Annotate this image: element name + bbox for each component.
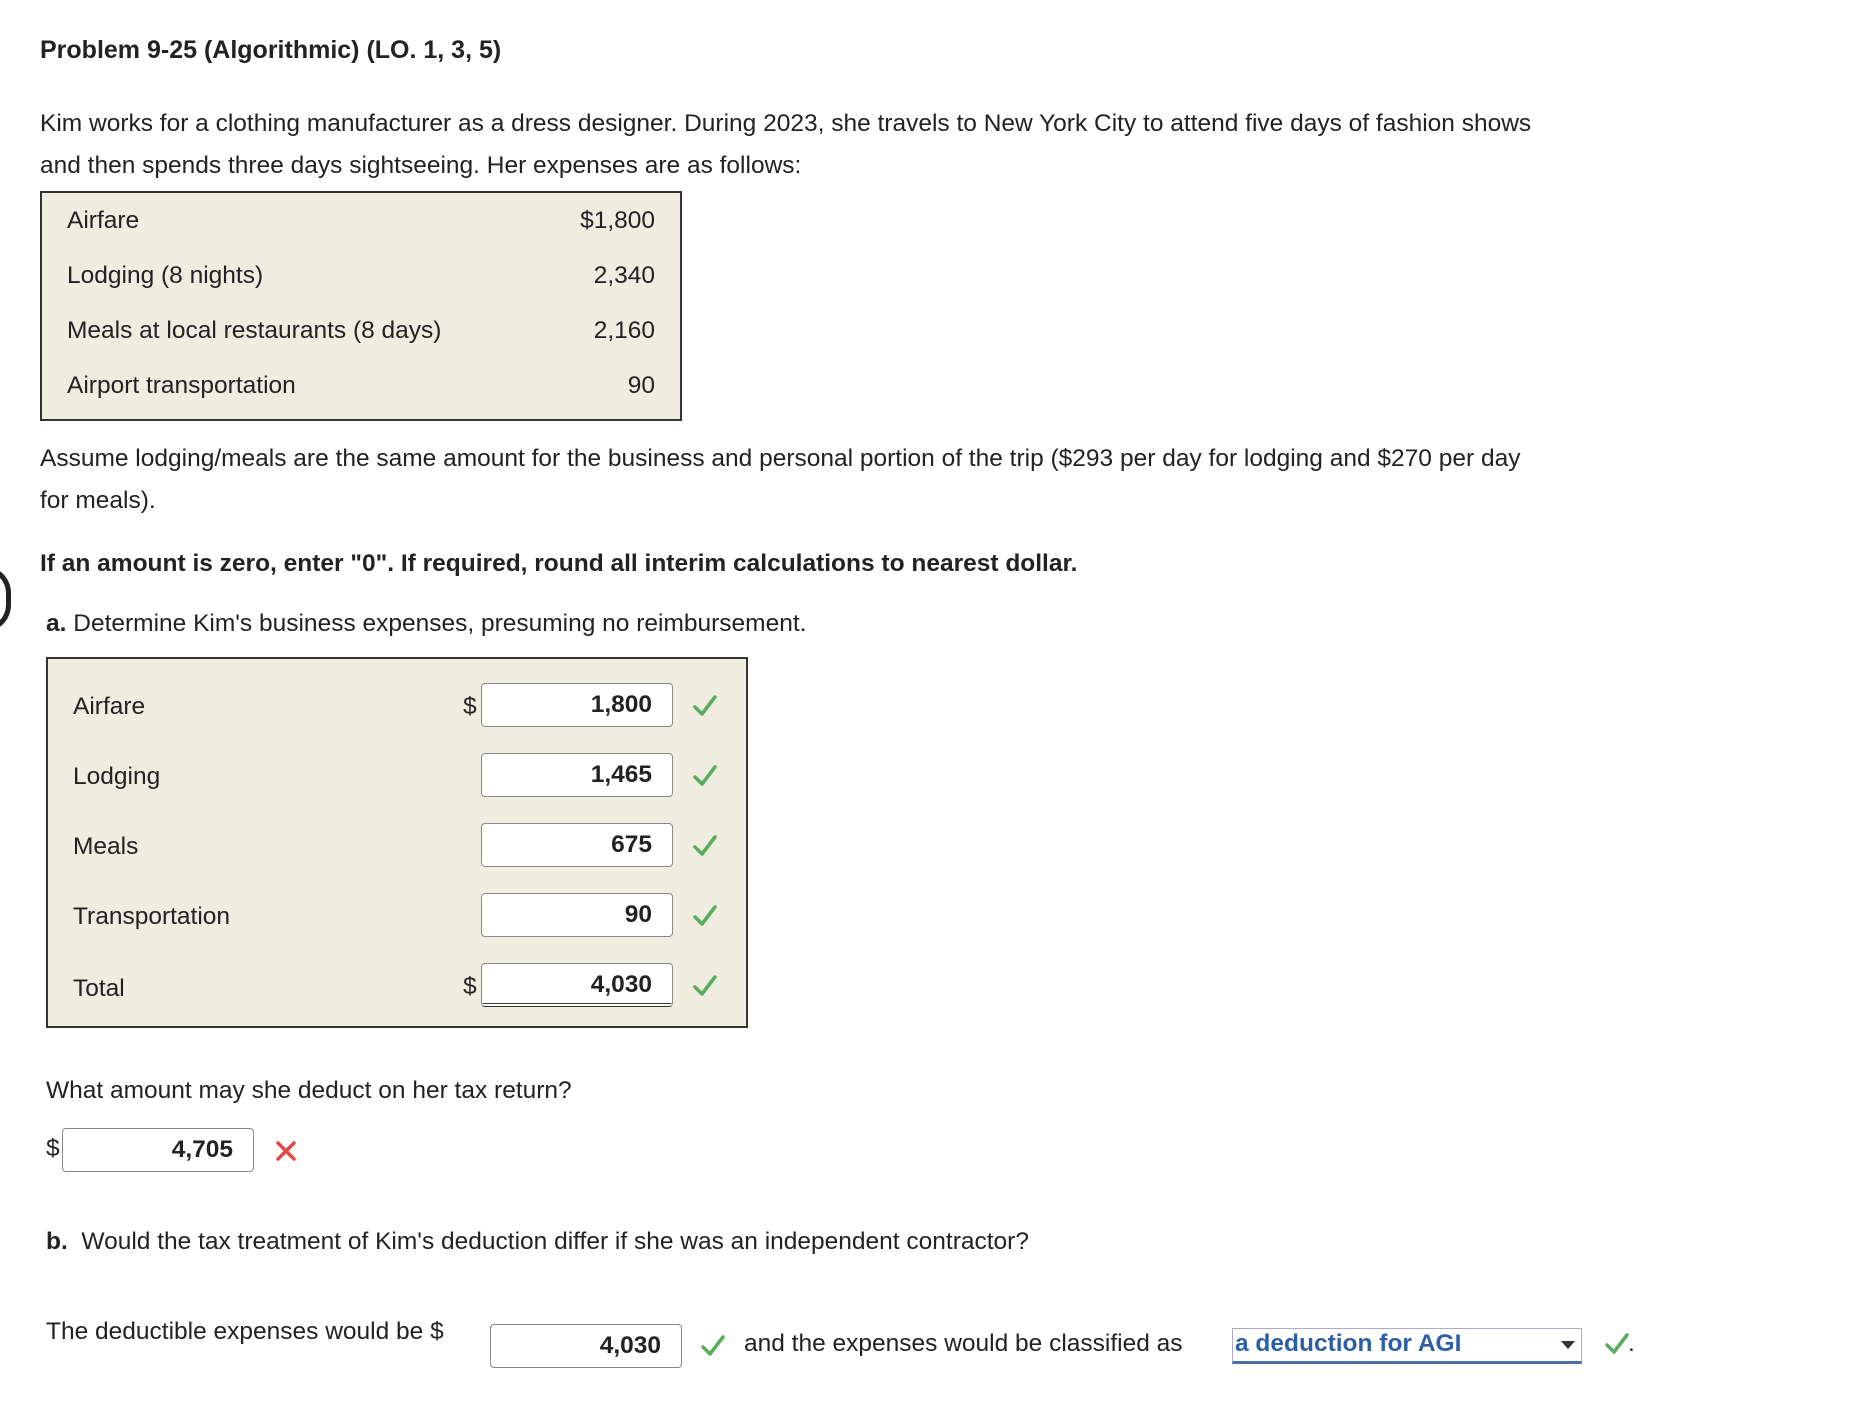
answer-row-meals — [48, 809, 746, 869]
expense-value: 2,340 — [593, 262, 655, 289]
expense-value: 90 — [627, 372, 655, 399]
answer-row-airfare — [48, 669, 746, 729]
answer-label: Meals — [73, 833, 139, 860]
incorrect-x-icon — [274, 1139, 298, 1163]
check-icon — [692, 973, 718, 999]
check-icon — [692, 903, 718, 929]
answer-label: Airfare — [73, 693, 146, 720]
part-a-answer-panel — [46, 657, 748, 1028]
instruction-text: If an amount is zero, enter "0". If required, round all interim calculations to nearest dollar. — [40, 550, 1078, 577]
problem-intro: Kim works for a clothing manufacturer as a dress designer. During 2023, she travels to New York City to attend five days of fashion shows and then spends three days sightseeing. Her expenses are as follows: — [40, 110, 1532, 179]
part-b-sentence-start: The deductible expenses would be $ — [46, 1318, 444, 1345]
airfare-input[interactable]: 1,800 — [481, 683, 673, 727]
expense-row — [42, 303, 680, 357]
expense-row — [42, 248, 680, 302]
answer-label: Transportation — [73, 903, 231, 930]
chevron-down-icon — [1561, 1341, 1575, 1349]
total-input[interactable]: 4,030 — [481, 963, 673, 1007]
deduct-amount-input[interactable]: 4,705 — [62, 1128, 254, 1172]
contractor-deductible-input[interactable]: 4,030 — [490, 1324, 682, 1368]
sentence-period: . — [1628, 1330, 1635, 1357]
check-icon — [692, 833, 718, 859]
answer-row-total — [48, 951, 746, 1011]
problem-title: Problem 9-25 (Algorithmic) (LO. 1, 3, 5) — [40, 36, 502, 64]
lodging-input[interactable]: 1,465 — [481, 753, 673, 797]
classification-select[interactable] — [1232, 1328, 1582, 1364]
dollar-sign: $ — [46, 1135, 60, 1162]
assumption-text: Assume lodging/meals are the same amount for the business and personal portion of the trip ($293 per day for lodging and $270 per day for meals). — [40, 445, 1521, 514]
part-b-sentence-mid: and the expenses would be classified as — [744, 1330, 1183, 1357]
expenses-table — [40, 191, 682, 421]
dollar-sign: $ — [463, 693, 477, 720]
check-icon — [692, 763, 718, 789]
meals-input[interactable]: 675 — [481, 823, 673, 867]
expense-label: Airport transportation — [67, 372, 296, 399]
classification-selected-value: a deduction for AGI — [1235, 1330, 1462, 1357]
expense-value: $1,800 — [580, 207, 655, 234]
part-b-question: b. Would the tax treatment of Kim's deduction differ if she was an independent contractor? — [46, 1228, 1029, 1255]
answer-label: Lodging — [73, 763, 161, 790]
deduct-question: What amount may she deduct on her tax return? — [46, 1077, 572, 1104]
check-icon — [700, 1333, 726, 1359]
transportation-input[interactable]: 90 — [481, 893, 673, 937]
expense-label: Meals at local restaurants (8 days) — [67, 317, 442, 344]
answer-row-lodging — [48, 739, 746, 799]
check-icon — [1604, 1331, 1630, 1357]
answer-label: Total — [73, 975, 125, 1002]
dollar-sign: $ — [463, 973, 477, 1000]
answer-row-transportation — [48, 879, 746, 939]
part-a-question: a. Determine Kim's business expenses, presuming no reimbursement. — [46, 610, 807, 637]
check-icon — [692, 693, 718, 719]
expense-value: 2,160 — [593, 317, 655, 344]
page-edge-marker — [0, 566, 11, 632]
expense-label: Lodging (8 nights) — [67, 262, 264, 289]
expense-row — [42, 358, 680, 412]
expense-row — [42, 193, 680, 247]
expense-label: Airfare — [67, 207, 140, 234]
